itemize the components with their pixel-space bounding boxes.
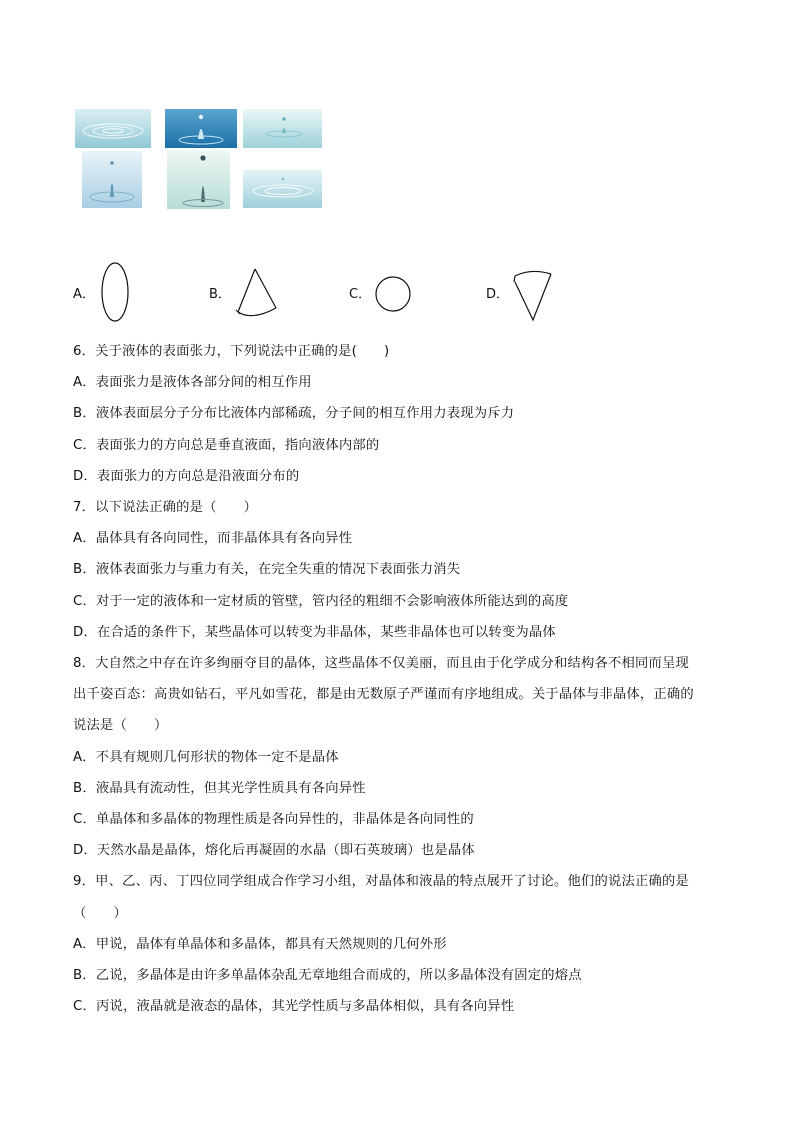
water-column-photo-4 [82, 151, 142, 208]
option-c-label: C． [349, 287, 372, 302]
option-d-label: D． [486, 287, 510, 302]
question-8-choice-c: C．单晶体和多晶体的物理性质是各向异性的，非晶体是各向同性的 [73, 812, 474, 827]
question-8-choice-a: A．不具有规则几何形状的物体一定不是晶体 [73, 750, 339, 765]
question-9-choice-a: A．甲说，晶体有单晶体和多晶体，都具有天然规则的几何外形 [73, 937, 447, 952]
question-6-choice-b: B．液体表面层分子分布比液体内部稀疏，分子间的相互作用力表现为斥力 [73, 406, 515, 421]
question-7-choice-d: D．在合适的条件下，某些晶体可以转变为非晶体，某些非晶体也可以转变为晶体 [73, 625, 556, 640]
question-7-choice-a: A．晶体具有各向同性，而非晶体具有各向异性 [73, 531, 353, 546]
water-jet-photo-5 [167, 150, 230, 209]
question-6-choice-d: D．表面张力的方向总是沿液面分布的 [73, 469, 300, 484]
water-ripple-photo-6 [243, 170, 322, 208]
question-8-stem-line-3: 说法是（ ） [73, 718, 168, 733]
question-9-stem-line-1: 9．甲、乙、丙、丁四位同学组成合作学习小组，对晶体和液晶的特点展开了讨论。他们的说法正确的是 [73, 874, 690, 889]
question-8-choice-b: B．液晶具有流动性，但其光学性质具有各向异性 [73, 781, 366, 796]
question-7-choice-b: B．液体表面张力与重力有关，在完全失重的情况下表面张力消失 [73, 562, 461, 577]
question-9-choice-b: B．乙说，多晶体是由许多单晶体杂乱无章地组合而成的，所以多晶体没有固定的熔点 [73, 968, 582, 983]
question-8-stem-line-2: 出千姿百态：高贵如钻石，平凡如雪花，都是由无数原子严谨而有序地组成。关于晶体与非晶体，正确的 [73, 687, 694, 702]
question-8-choice-d: D．天然水晶是晶体，熔化后再凝固的水晶（即石英玻璃）也是晶体 [73, 843, 475, 858]
option-b-label: B． [209, 287, 231, 302]
inverted-cone-icon [511, 266, 555, 324]
question-7-stem: 7．以下说法正确的是（ ） [73, 500, 258, 515]
question-9-stem-line-2: （ ） [73, 906, 127, 921]
question-6-choice-a: A．表面张力是液体各部分间的相互作用 [73, 375, 312, 390]
option-a-label: A． [73, 287, 95, 302]
question-7-choice-c: C．对于一定的液体和一定材质的管壁，管内径的粗细不会影响液体所能达到的高度 [73, 594, 569, 609]
water-ripple-photo-1 [75, 109, 151, 148]
question-8-stem-line-1: 8．大自然之中存在许多绚丽夺目的晶体，这些晶体不仅美丽，而且由于化学成分和结构各不相同而呈现 [73, 656, 690, 671]
question-6-choice-c: C．表面张力的方向总是垂直液面，指向液体内部的 [73, 438, 380, 453]
circle-icon [374, 275, 412, 313]
cone-icon [234, 266, 280, 324]
water-splash-photo-2 [165, 109, 237, 148]
question-6-stem: 6．关于液体的表面张力，下列说法中正确的是( ) [73, 344, 390, 359]
question-9-choice-c: C．丙说，液晶就是液态的晶体，其光学性质与多晶体相似，具有各向异性 [73, 999, 515, 1014]
water-drop-photo-3 [243, 109, 322, 148]
ellipse-icon [100, 261, 130, 323]
